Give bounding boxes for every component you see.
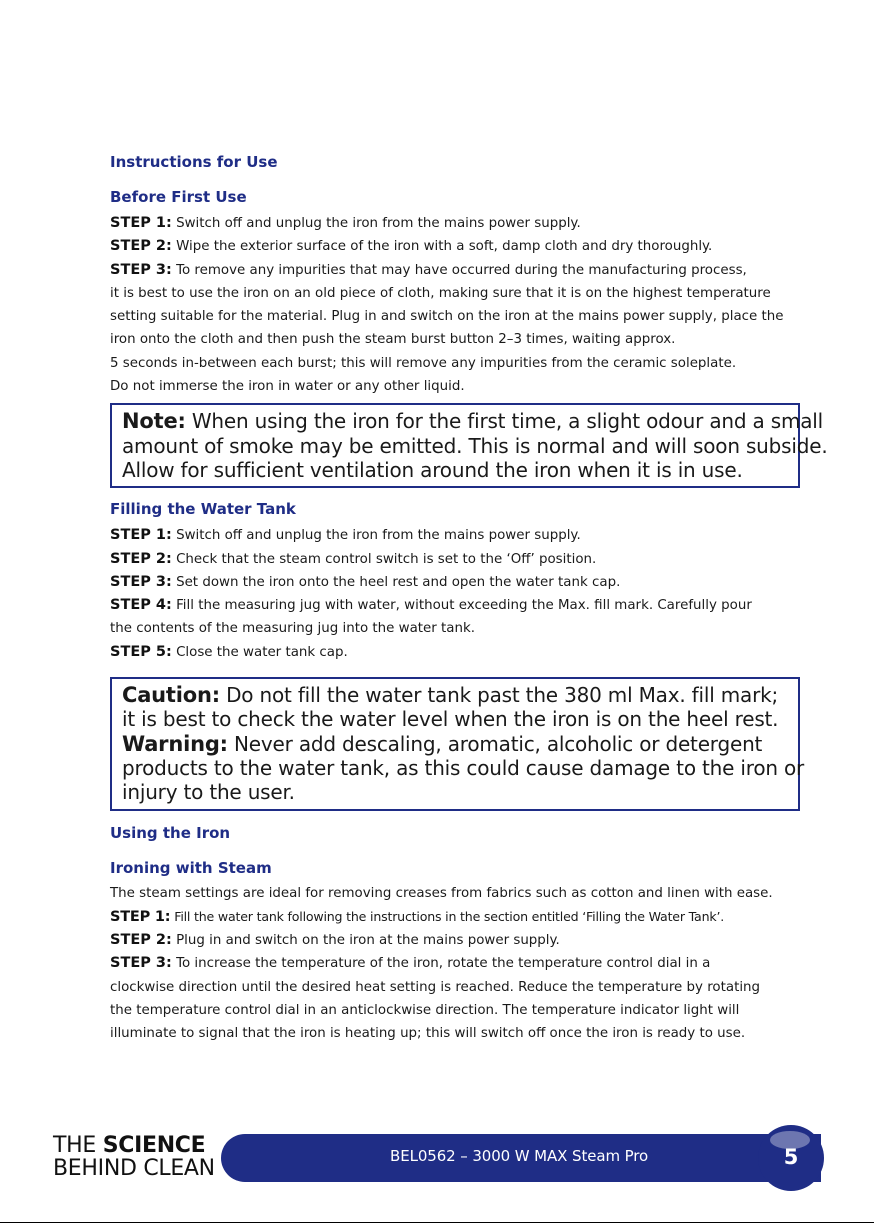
text-line xyxy=(110,548,800,571)
step-label: STEP 4: xyxy=(110,597,172,614)
step-text: iron onto the cloth and then push the steam burst button 2–3 times, waiting approx. xyxy=(110,332,676,348)
brand-line-1 xyxy=(53,1134,215,1157)
note-label: Note: xyxy=(122,409,186,434)
step-text: To remove any impurities that may have occurred during the manufacturing process, xyxy=(171,262,747,278)
step-text: Set down the iron onto the heel rest and open the water tank cap. xyxy=(171,574,621,590)
warning-label: Warning: xyxy=(122,731,228,756)
text-line xyxy=(110,1022,800,1045)
brand-line-2: BEHIND CLEAN xyxy=(53,1156,215,1181)
step-label: STEP 2: xyxy=(110,932,172,949)
text-line xyxy=(110,641,800,664)
badge-highlight xyxy=(770,1131,810,1149)
text-line xyxy=(110,524,800,547)
section-title: Instructions for Use xyxy=(110,153,278,171)
text-line xyxy=(110,594,800,617)
step-text: Fill the measuring jug with water, without exceeding the Max. fill mark. Carefully pour xyxy=(171,598,752,614)
text-line xyxy=(110,352,800,375)
step-text: Switch off and unplug the iron from the mains power supply. xyxy=(171,216,581,231)
caution-line: it is best to check the water level when the iron is on the heel rest. xyxy=(122,707,779,732)
step-label: STEP 3: xyxy=(110,955,172,972)
text-line xyxy=(110,617,800,640)
step-text: Fill the water tank following the instructions in the section entitled ‘Filling the Water Tank’. xyxy=(170,908,725,924)
step-text: the contents of the measuring jug into the water tank. xyxy=(110,621,476,637)
step-label: STEP 3: xyxy=(110,573,172,590)
filling-steps xyxy=(110,524,800,664)
step-text: To increase the temperature of the iron, rotate the temperature control dial in a xyxy=(171,956,711,972)
step-label: STEP 1: xyxy=(110,215,172,231)
caution-line xyxy=(122,683,788,707)
step-label: STEP 5: xyxy=(110,643,172,660)
page-number-badge xyxy=(758,1125,824,1191)
text-line xyxy=(110,882,800,905)
product-name: BEL0562 – 3000 W MAX Steam Pro xyxy=(390,1147,649,1165)
text-line xyxy=(110,235,800,258)
brand-logo xyxy=(53,1134,215,1180)
caution-text: Do not fill the water tank past the 380 ml Max. fill mark; xyxy=(219,683,779,708)
warning-line: products to the water tank, as this could cause damage to the iron or xyxy=(122,755,805,780)
text-line xyxy=(110,282,800,305)
page-content xyxy=(110,153,828,1046)
text-line xyxy=(110,952,800,975)
step-label: STEP 1: xyxy=(110,527,172,544)
note-line: amount of smoke may be emitted. This is normal and will soon subside. xyxy=(122,433,828,458)
ironing-steam-heading: Ironing with Steam xyxy=(110,858,272,877)
warning-line: injury to the user. xyxy=(122,780,295,805)
note-line xyxy=(122,409,823,434)
brand-the: THE xyxy=(53,1133,103,1158)
step-text: Wipe the exterior surface of the iron with a soft, damp cloth and dry thoroughly. xyxy=(171,239,713,255)
text-line xyxy=(110,305,800,328)
note-line: Allow for sufficient ventilation around the iron when it is in use. xyxy=(122,457,743,482)
bottom-rule xyxy=(0,1222,874,1223)
page-number: 5 xyxy=(783,1145,799,1169)
step-text: Check that the steam control switch is set to the ‘Off’ position. xyxy=(171,551,597,567)
text-line xyxy=(110,905,800,929)
step-text: the temperature control dial in an anticlockwise direction. The temperature indicator light will xyxy=(110,1003,740,1019)
step-label: STEP 2: xyxy=(110,238,172,255)
text-line xyxy=(110,929,800,952)
step-text: setting suitable for the material. Plug in and switch on the iron at the mains power supply, place the xyxy=(110,309,784,325)
text-line xyxy=(110,259,800,282)
text-line xyxy=(110,571,800,594)
warning-line xyxy=(122,732,788,756)
step-label: STEP 1: xyxy=(110,908,171,925)
page-footer xyxy=(0,1125,874,1205)
using-steps xyxy=(110,882,800,1046)
using-heading: Using the Iron xyxy=(110,823,231,842)
text-line xyxy=(110,212,800,235)
filling-heading: Filling the Water Tank xyxy=(110,500,296,519)
text-line xyxy=(110,976,800,999)
step-text: Close the water tank cap. xyxy=(171,644,348,660)
step-text: it is best to use the iron on an old piece of cloth, making sure that it is on the highest temperature xyxy=(110,285,771,301)
note-text: When using the iron for the first time, a slight odour and a small xyxy=(185,409,823,434)
step-text: Do not immerse the iron in water or any other liquid. xyxy=(110,379,465,395)
note-box xyxy=(110,403,828,488)
brand-science: SCIENCE xyxy=(102,1133,206,1158)
step-text: illuminate to signal that the iron is heating up; this will switch off once the iron is ready to use. xyxy=(110,1026,746,1042)
step-text: 5 seconds in-between each burst; this will remove any impurities from the ceramic soleplate. xyxy=(110,355,737,371)
warning-text: Never add descaling, aromatic, alcoholic or detergent xyxy=(227,731,763,756)
caution-label: Caution: xyxy=(122,683,220,708)
step-label: STEP 2: xyxy=(110,550,172,567)
step-text: Switch off and unplug the iron from the mains power supply. xyxy=(171,528,581,544)
before-first-use-steps xyxy=(110,212,800,398)
step-text: Plug in and switch on the iron at the mains power supply. xyxy=(171,933,560,949)
text-line xyxy=(110,375,800,398)
text-line xyxy=(110,999,800,1022)
step-text: clockwise direction until the desired heat setting is reached. Reduce the temperature by rotating xyxy=(110,979,761,995)
caution-box xyxy=(110,677,805,810)
before-first-use-heading: Before First Use xyxy=(110,188,247,206)
step-text: The steam settings are ideal for removing creases from fabrics such as cotton and linen with ease. xyxy=(110,885,773,901)
step-label: STEP 3: xyxy=(110,261,172,278)
text-line xyxy=(110,328,800,351)
